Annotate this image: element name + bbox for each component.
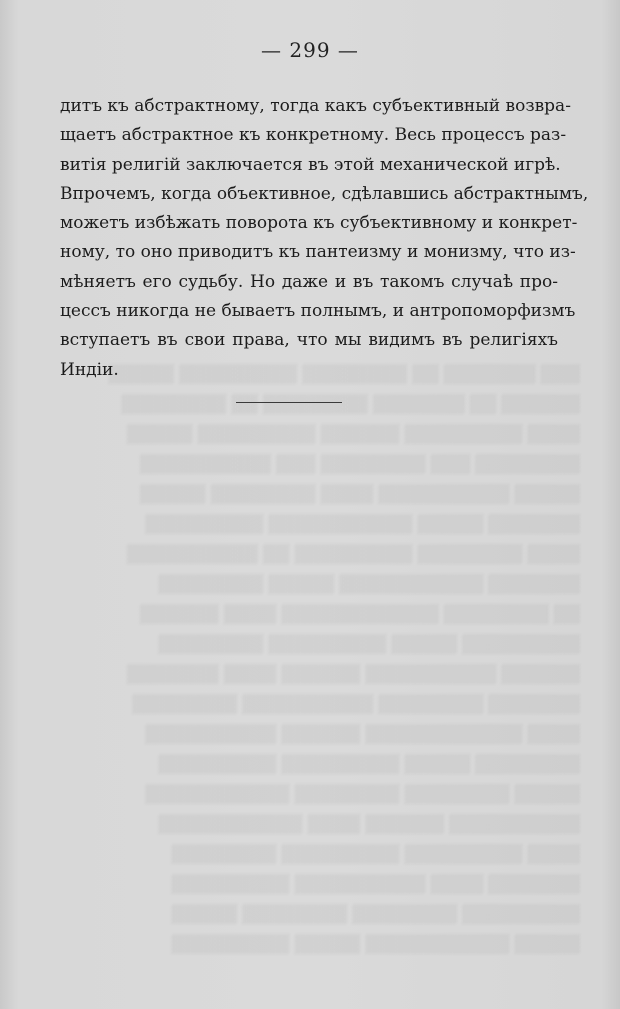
page-number: — 299 —: [261, 38, 359, 62]
text-line: Впрочемъ, когда объективное, сдѣлавшись абстрактнымъ,: [60, 183, 589, 204]
text-line: можетъ избѣжать поворота къ субъективному и конкрет-: [60, 213, 578, 234]
text-line: щаетъ абстрактное къ конкретному. Весь процессъ раз-: [60, 125, 567, 146]
text-line: мѣняетъ его судьбу. Но даже и въ такомъ случаѣ про-: [60, 271, 558, 292]
text-line: Индіи.: [60, 359, 119, 380]
text-line: цессъ никогда не бываетъ полнымъ, и антропоморфизмъ: [60, 301, 576, 322]
text-line: вступаетъ въ свои права, что мы видимъ въ религіяхъ: [60, 330, 558, 351]
show-through-texture: ▒▒▒ ▒▒▒▒▒▒▒ ▒▒ ▒▒▒▒▒▒▒▒ ▒▒▒▒▒▒▒▒▒ ▒▒▒▒▒ ▒▒▒▒▒▒ ▒▒ ▒▒▒▒▒▒▒ ▒▒▒▒▒▒▒▒ ▒▒ ▒▒▒▒▒▒▒▒ ▒▒▒▒ ▒▒▒▒▒▒▒▒▒ ▒▒▒▒▒▒ ▒▒▒▒▒▒▒▒▒ ▒▒▒▒▒ ▒▒▒▒▒▒▒▒ ▒▒▒ ▒▒▒▒▒▒▒▒ ▒▒▒ ▒▒▒▒▒▒▒▒▒▒ ▒▒▒▒▒ ▒▒▒▒▒▒▒▒▒▒ ▒▒▒▒ ▒▒▒▒▒▒▒▒ ▒▒▒▒▒ ▒▒▒▒▒▒▒ ▒▒▒▒▒ ▒▒▒▒▒▒▒▒▒▒▒ ▒▒▒▒▒▒▒▒▒ ▒▒▒▒ ▒▒▒▒▒▒▒▒ ▒▒▒▒▒▒▒▒▒ ▒▒ ▒▒▒▒▒▒▒▒▒▒ ▒▒▒▒▒▒▒ ▒▒▒▒▒▒▒▒▒▒▒ ▒▒▒▒▒ ▒▒▒▒▒▒▒▒ ▒▒ ▒▒▒▒▒▒▒▒ ▒▒▒▒▒▒▒▒▒▒▒▒ ▒▒▒▒ ▒▒▒▒▒▒ ▒▒▒▒▒▒▒▒▒ ▒▒▒▒▒ ▒▒▒▒▒▒▒▒▒ ▒▒▒▒▒▒▒▒ ▒▒▒▒▒▒ ▒▒▒▒▒▒▒▒▒▒ ▒▒▒▒▒▒ ▒▒▒▒ ▒▒▒▒▒▒▒ ▒▒▒▒▒▒▒ ▒▒▒▒▒▒▒▒ ▒▒▒▒▒▒▒▒▒▒ ▒▒▒▒▒▒▒▒ ▒▒▒▒ ▒▒▒▒▒▒▒▒▒▒▒▒ ▒▒▒▒▒▒ ▒▒▒▒▒▒▒▒▒▒ ▒▒▒▒▒▒▒▒ ▒▒▒▒▒ ▒▒▒▒▒▒▒▒▒ ▒▒▒▒▒▒▒▒▒ ▒▒▒▒▒ ▒▒▒▒▒▒▒▒ ▒▒▒▒▒▒▒▒ ▒▒▒▒▒▒▒▒▒▒▒ ▒▒▒▒▒▒▒▒▒▒ ▒▒▒▒▒▒ ▒▒▒▒ ▒▒▒▒▒▒▒▒▒▒▒ ▒▒▒▒ ▒▒▒▒▒▒▒▒▒ ▒▒▒▒▒▒▒▒▒ ▒▒▒▒▒▒▒▒ ▒▒▒▒▒▒▒ ▒▒▒▒ ▒▒▒▒▒▒▒▒▒▒ ▒▒▒▒▒▒▒▒▒ ▒▒▒▒▒▒▒▒▒ ▒▒▒▒▒▒▒▒ ▒▒▒▒▒▒▒▒ ▒▒▒▒▒ ▒▒▒▒▒ ▒▒▒▒▒▒▒▒▒▒▒ ▒▒▒▒▒ ▒▒▒▒▒▒▒▒▒: [108, 365, 580, 955]
text-line: дитъ къ абстрактному, тогда какъ субъективный возвра-: [60, 96, 571, 116]
body-paragraph: [60, 92, 589, 385]
text-line: ному, то оно приводитъ къ пантеизму и монизму, что из-: [60, 242, 576, 263]
text-line: витія религій заключается въ этой механической игрѣ.: [60, 154, 561, 175]
section-divider: [236, 402, 342, 403]
